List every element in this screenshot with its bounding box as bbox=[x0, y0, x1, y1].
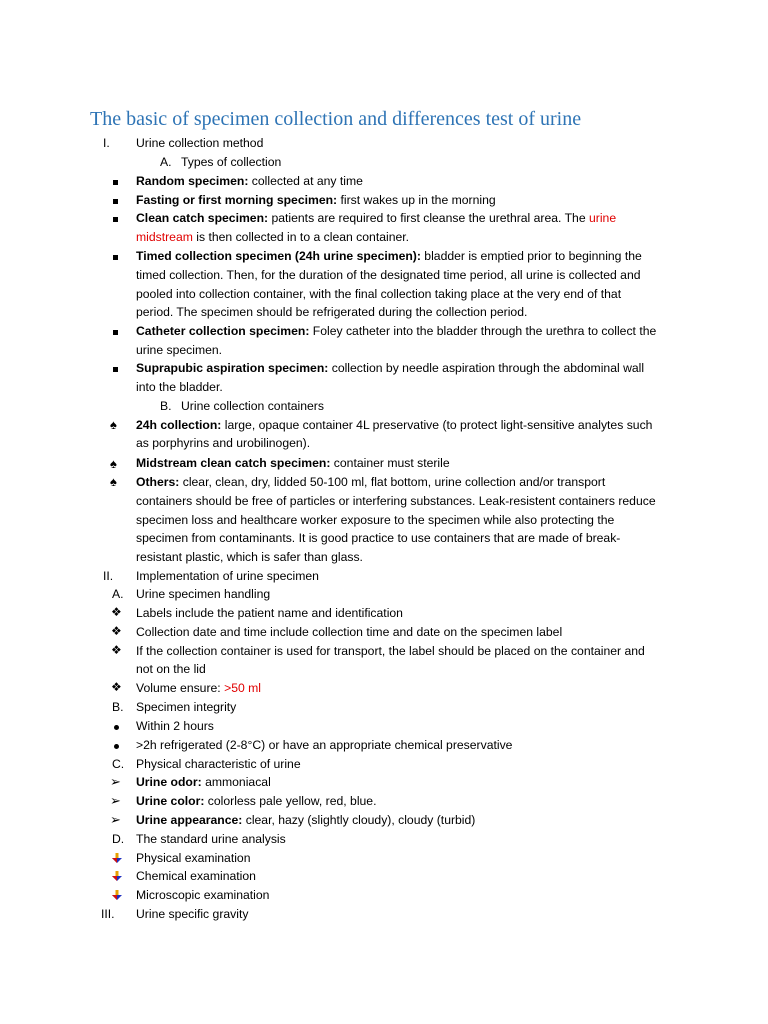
list-item: Clean catch specimen: patients are required to first cleanse the urethral area. The urine bbox=[136, 211, 617, 225]
list-item: Fasting or first morning specimen: first wakes up in the morning bbox=[136, 193, 496, 207]
subsection-label: A. bbox=[112, 587, 124, 601]
list-item: Suprapubic aspiration specimen: collection by needle aspiration through the abdominal wall bbox=[136, 361, 645, 375]
list-item: Urine odor: ammoniacal bbox=[136, 775, 271, 789]
subsection-heading: Physical characteristic of urine bbox=[136, 757, 301, 771]
list-item: Microscopic examination bbox=[136, 888, 270, 902]
list-item-continuation: as porphyrins and urobilinogen). bbox=[136, 436, 311, 450]
subsection-heading: Urine collection containers bbox=[181, 399, 324, 413]
section-heading: Implementation of urine specimen bbox=[136, 569, 319, 583]
colored-down-arrow-icon bbox=[112, 890, 122, 900]
four-diamond-icon: ❖ bbox=[111, 605, 122, 619]
list-item-continuation: midstream is then collected in to a clean container. bbox=[136, 230, 410, 244]
list-item-continuation: specimen from contaminants. It is good practice to use containers that are made of break- bbox=[136, 531, 621, 545]
list-item-continuation: specimen loss and healthcare worker exposure to the specimen while also protecting the bbox=[136, 513, 615, 527]
list-item: >2h refrigerated (2-8°C) or have an appropriate chemical preservative bbox=[136, 738, 513, 752]
section-number: I. bbox=[103, 136, 110, 150]
list-item: Chemical examination bbox=[136, 869, 256, 883]
list-item: Random specimen: collected at any time bbox=[136, 174, 363, 188]
subsection-label: B. bbox=[160, 399, 172, 413]
square-bullet-icon bbox=[113, 249, 118, 264]
list-item-continuation: containers should be free of particles or interfering substances. Leak-resistent containers reduce bbox=[136, 494, 656, 508]
list-item: 24h collection: large, opaque container 4L preservative (to protect light-sensitive analytes such bbox=[136, 418, 653, 432]
arrowhead-icon: ➢ bbox=[110, 812, 121, 827]
subsection-heading: Specimen integrity bbox=[136, 700, 237, 714]
list-item-continuation: into the bladder. bbox=[136, 380, 223, 394]
dot-bullet-icon bbox=[114, 719, 119, 734]
subsection-heading: The standard urine analysis bbox=[136, 832, 286, 846]
spade-icon: ♠ bbox=[110, 474, 117, 489]
colored-down-arrow-icon bbox=[112, 871, 122, 881]
arrowhead-icon: ➢ bbox=[110, 793, 121, 808]
list-item-continuation: urine specimen. bbox=[136, 343, 223, 357]
list-item: Labels include the patient name and identification bbox=[136, 606, 403, 620]
list-item: Collection date and time include collection time and date on the specimen label bbox=[136, 625, 563, 639]
four-diamond-icon: ❖ bbox=[111, 680, 122, 694]
square-bullet-icon bbox=[113, 193, 118, 208]
section-number: III. bbox=[101, 907, 115, 921]
list-item: Others: clear, clean, dry, lidded 50-100 ml, flat bottom, urine collection and/or transport bbox=[136, 475, 606, 489]
list-item-continuation: period. The specimen should be refrigerated during the collection period. bbox=[136, 305, 528, 319]
list-item: Volume ensure: >50 ml bbox=[136, 681, 261, 695]
square-bullet-icon bbox=[113, 174, 118, 189]
list-item: Within 2 hours bbox=[136, 719, 214, 733]
section-heading: Urine collection method bbox=[136, 136, 264, 150]
subsection-label: A. bbox=[160, 155, 172, 169]
list-item-continuation: timed collection. Then, for the duration of the designated time period, all urine is collected and bbox=[136, 268, 641, 282]
subsection-heading: Types of collection bbox=[181, 155, 282, 169]
list-item: Urine appearance: clear, hazy (slightly cloudy), cloudy (turbid) bbox=[136, 813, 476, 827]
dot-bullet-icon bbox=[114, 738, 119, 753]
square-bullet-icon bbox=[113, 211, 118, 226]
list-item-continuation: pooled into collection container, with the final collection taking place at the very end of that bbox=[136, 287, 622, 301]
list-item: If the collection container is used for transport, the label should be placed on the container and bbox=[136, 644, 645, 658]
list-item: Timed collection specimen (24h urine specimen): bladder is emptied prior to beginning the bbox=[136, 249, 642, 263]
spade-icon: ♠ bbox=[110, 417, 117, 432]
document-title: The basic of specimen collection and differences test of urine bbox=[90, 108, 582, 130]
list-item: Urine color: colorless pale yellow, red, blue. bbox=[136, 794, 377, 808]
square-bullet-icon bbox=[113, 324, 118, 339]
subsection-label: B. bbox=[112, 700, 124, 714]
spade-icon: ♠ bbox=[110, 456, 117, 471]
subsection-label: D. bbox=[112, 832, 125, 846]
subsection-heading: Urine specimen handling bbox=[136, 587, 271, 601]
list-item: Midstream clean catch specimen: container must sterile bbox=[136, 456, 450, 470]
subsection-label: C. bbox=[112, 757, 125, 771]
list-item-continuation: resistant plastic, which is safer than glass. bbox=[136, 550, 363, 564]
list-item: Catheter collection specimen: Foley catheter into the bladder through the urethra to collect the bbox=[136, 324, 657, 338]
list-item: Physical examination bbox=[136, 851, 251, 865]
list-item-continuation: not on the lid bbox=[136, 662, 206, 676]
section-number: II. bbox=[103, 569, 114, 583]
four-diamond-icon: ❖ bbox=[111, 624, 122, 638]
square-bullet-icon bbox=[113, 361, 118, 376]
arrowhead-icon: ➢ bbox=[110, 774, 121, 789]
colored-down-arrow-icon bbox=[112, 853, 122, 863]
section-heading: Urine specific gravity bbox=[136, 907, 249, 921]
four-diamond-icon: ❖ bbox=[111, 643, 122, 657]
